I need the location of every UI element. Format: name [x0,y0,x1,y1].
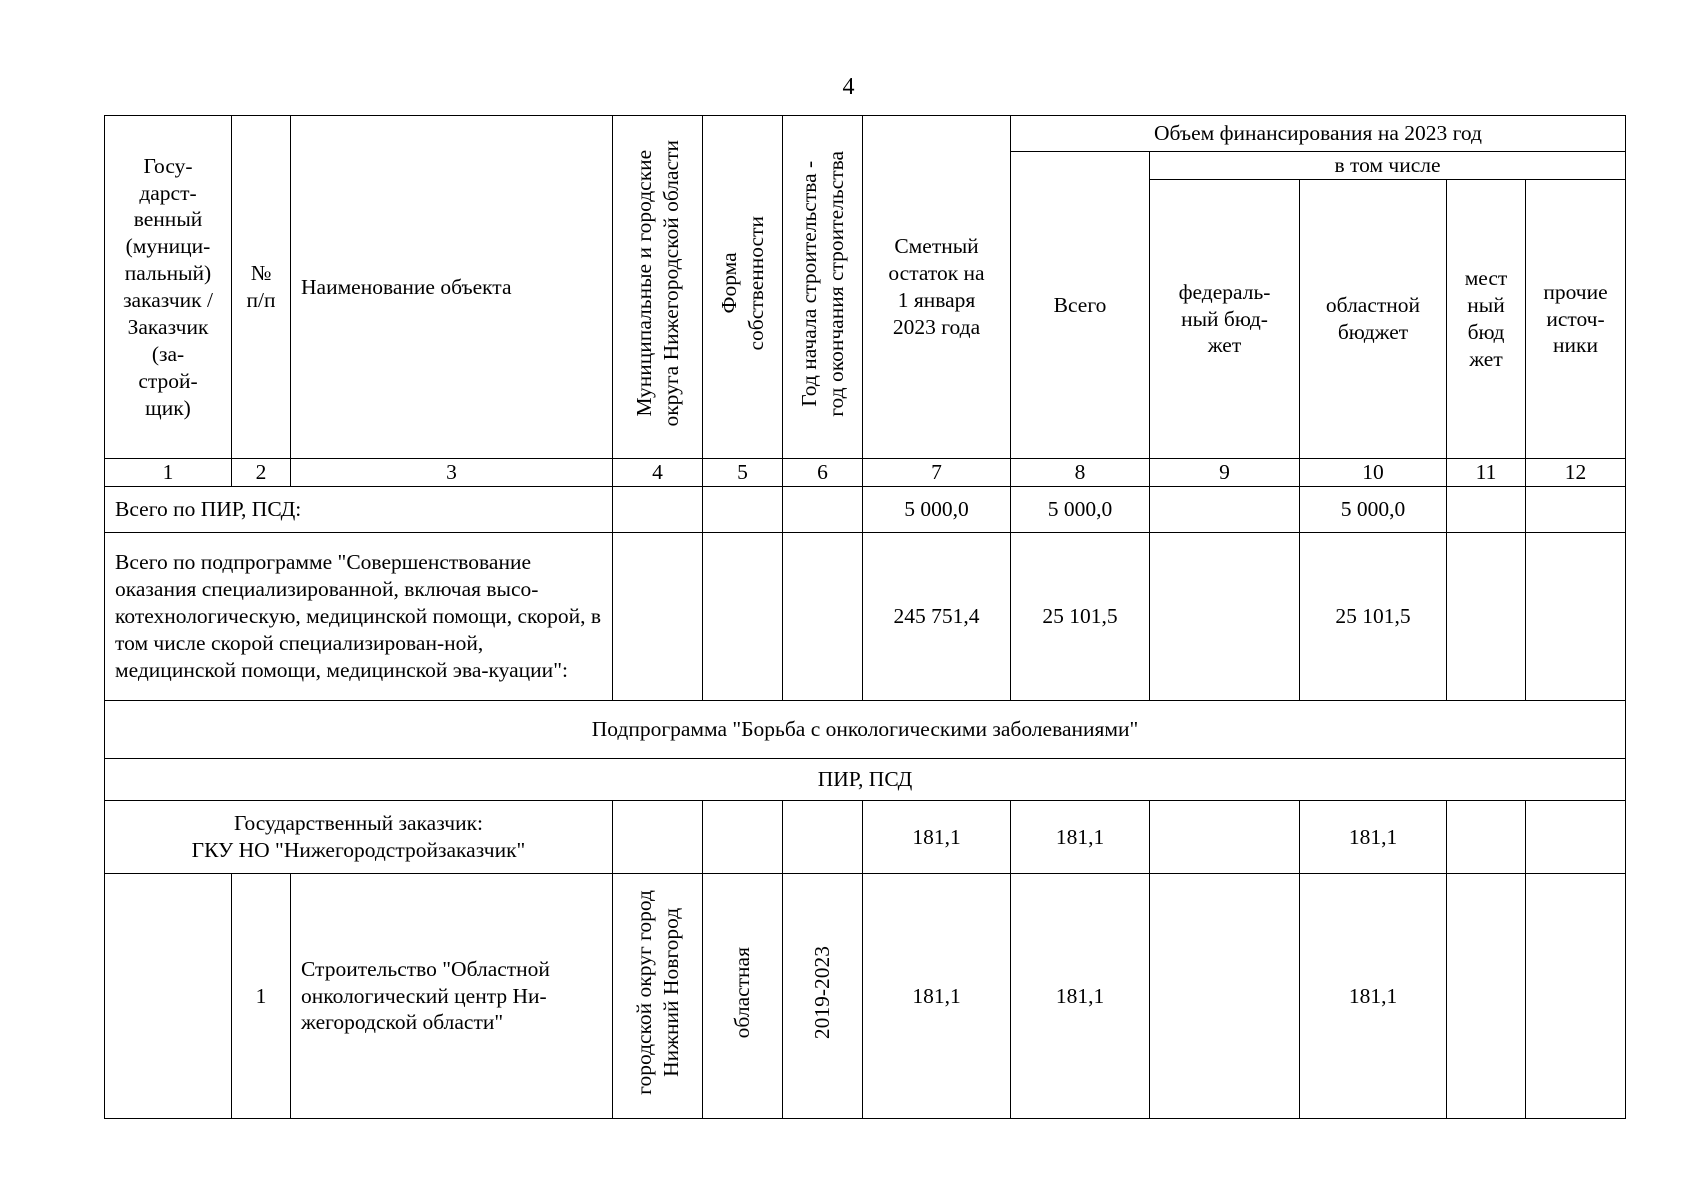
customer-total: 181,1 [1011,801,1150,874]
header-federal: федераль- ный бюд- жет [1150,180,1300,459]
item-ownership-text: областная [730,946,755,1039]
header-regional: областной бюджет [1300,180,1447,459]
header-years [783,116,863,459]
column-number: 7 [863,459,1011,487]
header-municipal-text: Муниципальные и городские округа Нижегородской области [631,140,683,427]
column-number: 6 [783,459,863,487]
header-customer: Госу- дарст- венный (муници- пальный) заказчик / Заказчик (за- строй- щик) [105,116,232,459]
financing-table [104,115,1626,1119]
item-balance: 181,1 [863,874,1011,1119]
total-pir-regional: 5 000,0 [1300,487,1447,533]
header-years-text: Год начала строительства - год окончания строительства [796,150,848,417]
total-pir-label: Всего по ПИР, ПСД: [105,487,613,533]
header-number: № п/п [232,116,291,459]
item-name: Строительство "Областной онкологический центр Ни-жегородской области" [291,874,613,1119]
item-municipal-text: городской округ город Нижний Новгород [631,890,683,1095]
header-ownership-text: Форма собственности [716,216,768,351]
column-number: 11 [1447,459,1526,487]
table-row [105,533,1626,701]
total-subprogram-balance: 245 751,4 [863,533,1011,701]
column-number: 2 [232,459,291,487]
header-total: Всего [1011,152,1150,459]
section-title: ПИР, ПСД [105,759,1626,801]
customer-balance: 181,1 [863,801,1011,874]
header-municipal [613,116,703,459]
item-regional: 181,1 [1300,874,1447,1119]
total-subprogram-label: Всего по подпрограмме "Совершенствование оказания специализированной, включая высо-котехнологическую, медицинской помощи, скорой, в том числе скорой специализирован-ной, медицинской помощи, медицинской эва-куации": [105,533,613,701]
table-row [105,701,1626,759]
page-number: 4 [842,74,855,100]
table-row [105,874,1626,1119]
header-including: в том числе [1150,152,1626,180]
item-municipal [613,874,703,1119]
customer-label: Государственный заказчик: ГКУ НО "Нижегородстройзаказчик" [105,801,613,874]
header-object-name: Наименование объекта [291,116,613,459]
header-ownership [703,116,783,459]
table-row [105,801,1626,874]
header-local: мест ный бюд жет [1447,180,1526,459]
column-number: 9 [1150,459,1300,487]
header-other: прочие источ- ники [1526,180,1626,459]
header-balance: Сметный остаток на 1 января 2023 года [863,116,1011,459]
table-row [105,759,1626,801]
item-ownership [703,874,783,1119]
table-row [105,487,1626,533]
header-financing: Объем финансирования на 2023 год [1011,116,1626,152]
column-number: 8 [1011,459,1150,487]
total-subprogram-total: 25 101,5 [1011,533,1150,701]
column-number: 1 [105,459,232,487]
subprogram-title: Подпрограмма "Борьба с онкологическими заболеваниями" [105,701,1626,759]
customer-regional: 181,1 [1300,801,1447,874]
total-pir-balance: 5 000,0 [863,487,1011,533]
column-number: 4 [613,459,703,487]
column-number: 10 [1300,459,1447,487]
column-number: 3 [291,459,613,487]
item-number: 1 [232,874,291,1119]
column-number: 12 [1526,459,1626,487]
item-years [783,874,863,1119]
item-years-text: 2019-2023 [810,945,835,1040]
total-pir-total: 5 000,0 [1011,487,1150,533]
item-total: 181,1 [1011,874,1150,1119]
total-subprogram-regional: 25 101,5 [1300,533,1447,701]
column-number: 5 [703,459,783,487]
